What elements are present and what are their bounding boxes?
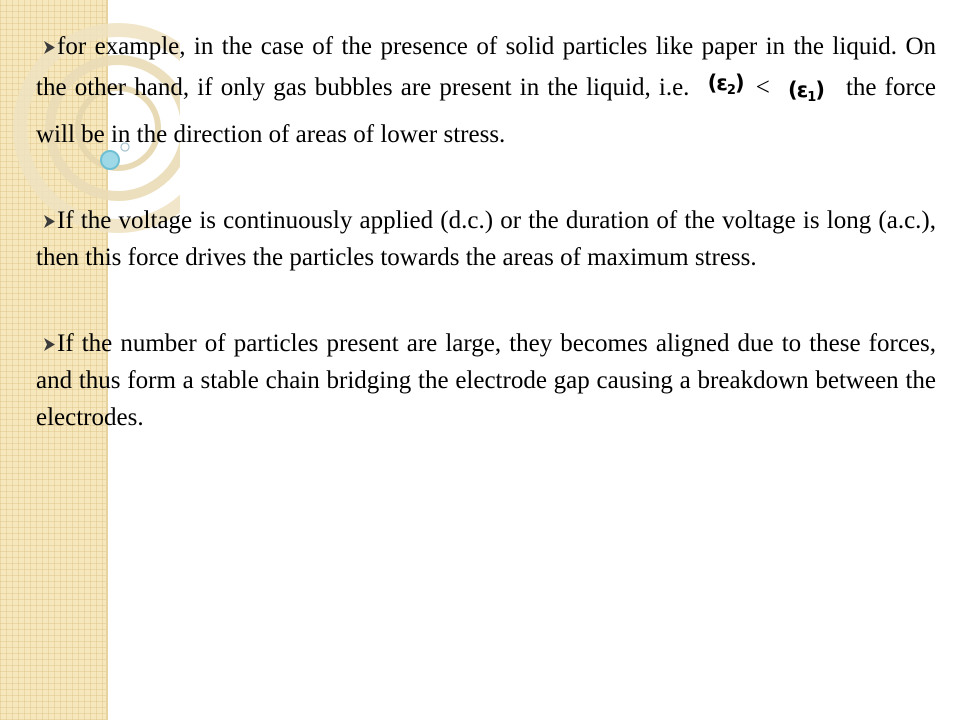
paragraph-2-text: If the voltage is continuously applied (d.c.) or the duration of the voltage is long (a.c.), then this force drives the particles towards the areas of maximum stress. bbox=[36, 207, 936, 271]
epsilon-1-symbol: $(\varepsilon_1)$ bbox=[784, 72, 828, 116]
arrow-bullet-icon bbox=[44, 215, 55, 228]
paragraph-1 bbox=[36, 28, 936, 153]
paragraph-2 bbox=[36, 202, 936, 276]
paragraph-3-text: If the number of particles present are large, they becomes aligned due to these forces, and thus form a stable chain bridging the electrode gap causing a breakdown between the electrodes. bbox=[36, 330, 936, 431]
epsilon-2-symbol: $(\varepsilon_2)$ bbox=[704, 65, 748, 109]
arrow-bullet-icon bbox=[44, 338, 55, 351]
less-than-sign: < bbox=[755, 74, 770, 101]
paragraph-1-text: for example, in the case of the presence of solid particles like paper in the liquid. On the other hand, if only gas bubbles are present in the liquid, i.e. bbox=[36, 33, 936, 101]
paragraph-3 bbox=[36, 325, 936, 436]
arrow-bullet-icon bbox=[44, 41, 55, 54]
paragraph-1-continuation: the force will be in the direction of areas of lower stress. bbox=[36, 74, 937, 148]
slide-body bbox=[36, 28, 936, 485]
